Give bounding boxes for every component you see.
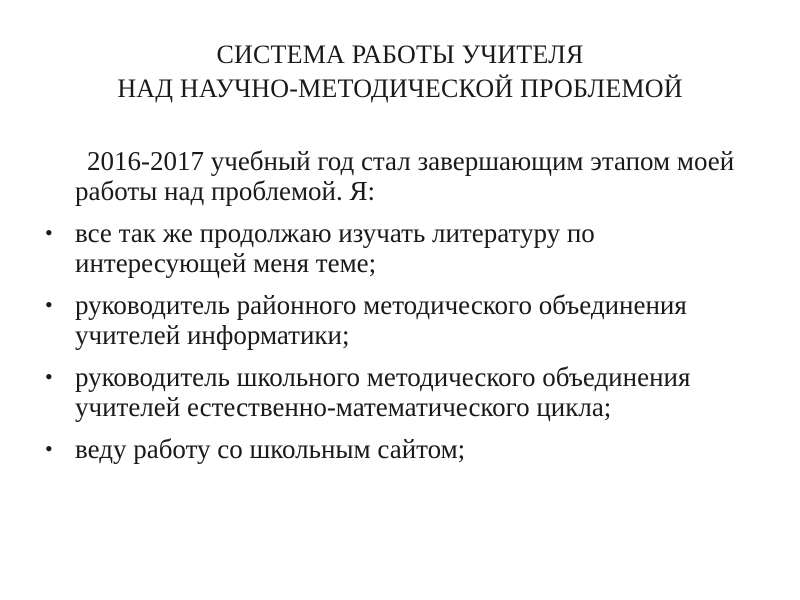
list-item <box>45 434 745 464</box>
slide-title <box>0 38 800 106</box>
list-item-text: руководитель районного методического объединения учителей информатики; <box>75 290 687 350</box>
bullet-icon: • <box>45 292 53 317</box>
list-item <box>45 218 745 278</box>
list-item-text: руководитель школьного методического объединения учителей естественно-математического цикла; <box>75 362 691 422</box>
list-item <box>45 290 745 350</box>
bullet-icon: • <box>45 220 53 245</box>
title-line-1: СИСТЕМА РАБОТЫ УЧИТЕЛЯ <box>216 40 584 69</box>
list-item-text: веду работу со школьным сайтом; <box>75 434 466 464</box>
list-item <box>45 362 745 422</box>
bullet-icon: • <box>45 364 53 389</box>
list-item-text: все так же продолжаю изучать литературу по интересующей меня теме; <box>75 218 595 278</box>
intro-paragraph: 2016-2017 учебный год стал завершающим этапом моей работы над проблемой. Я: <box>75 146 735 206</box>
slide-body <box>45 146 745 476</box>
bullet-list <box>45 218 745 464</box>
title-line-2: НАД НАУЧНО-МЕТОДИЧЕСКОЙ ПРОБЛЕМОЙ <box>117 74 683 103</box>
bullet-icon: • <box>45 436 53 461</box>
